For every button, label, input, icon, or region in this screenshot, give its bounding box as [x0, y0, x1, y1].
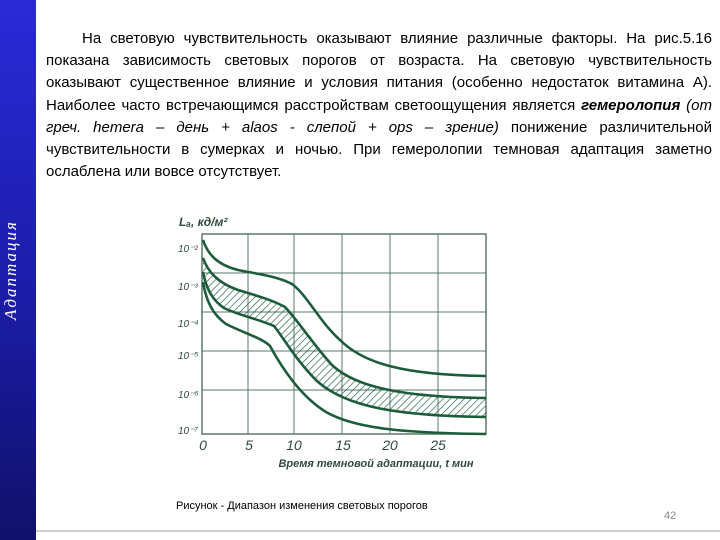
- y-tick-label: 10⁻⁵: [178, 351, 199, 362]
- threshold-diagram: [162, 200, 502, 475]
- x-tick-label: 0: [199, 437, 207, 453]
- x-tick-label: 15: [335, 437, 351, 453]
- x-tick-label: 5: [245, 437, 253, 453]
- body-text-conclusion: понижение различительной чувствительности в сумерках и ночью. При гемеролопии темновая адаптация заметно ослаблена или вовсе отсутствует.: [46, 118, 712, 181]
- body-text: [46, 28, 712, 183]
- page-number: 42: [664, 510, 677, 522]
- sidebar-title: Адаптация: [1, 220, 20, 320]
- y-tick-label: 10⁻⁷: [178, 426, 199, 437]
- threshold-figure: [162, 200, 502, 475]
- x-tick-label: 10: [286, 437, 302, 453]
- y-tick-label: 10⁻⁴: [178, 319, 199, 330]
- x-axis-labels: [199, 437, 474, 470]
- y-tick-label: 10⁻⁶: [178, 390, 199, 401]
- y-tick-label: 10⁻³: [178, 282, 198, 293]
- sidebar: [0, 0, 36, 540]
- y-axis-labels: [178, 215, 228, 437]
- threshold-band: [203, 258, 486, 417]
- y-tick-label: 10⁻²: [178, 244, 198, 255]
- body-text-intro: На световую чувствительность оказывают влияние различные факторы. На рис.5.16 показана зависимость световых порогов от возраста. На световую чувствительность оказывают существенное влияние и условия питания (особенно недостаток витамина А). Наиболее часто встречающимся расстройствам светоощущения является: [46, 30, 712, 114]
- body-text-etymology: (от греч. hemera – день + alaos - слепой + ops – зрение): [46, 96, 713, 136]
- footer-divider: [36, 530, 720, 532]
- figure-caption: Рисунок - Диапазон изменения световых порогов: [176, 500, 428, 512]
- y-axis-title: Lₐ, кд/м²: [179, 215, 228, 229]
- x-axis-title: Время темновой адаптации, t мин: [278, 458, 474, 470]
- body-text-term: гемеролопия: [581, 96, 681, 114]
- x-tick-label: 25: [430, 437, 446, 453]
- x-tick-label: 20: [382, 437, 398, 453]
